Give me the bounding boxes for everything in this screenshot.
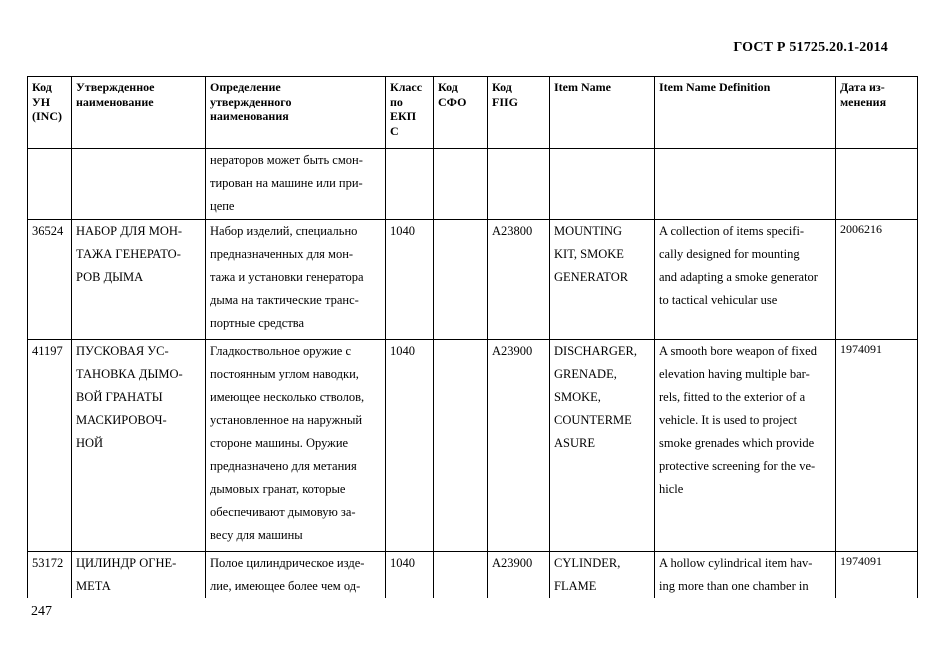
cell-line: установленное на наружный [210, 413, 363, 427]
cell-sfo-code [434, 220, 488, 340]
cell-line: KIT, SMOKE [554, 247, 624, 261]
cell-line: to tactical vehicular use [659, 293, 778, 307]
cell-line: GENERATOR [554, 270, 629, 284]
cell-line: предназначено для метания [210, 459, 357, 473]
cell-line: ЦИЛИНДР ОГНЕ- [76, 556, 177, 570]
header-line: менения [840, 94, 887, 109]
cell-definition [206, 220, 386, 340]
header-line: СФО [438, 94, 467, 109]
table-row [28, 149, 918, 220]
cell-inc: 53172 [28, 552, 72, 599]
cell-line: лие, имеющее более чем од- [210, 579, 361, 593]
header-line: по [390, 94, 403, 109]
header-line: наименования [210, 109, 289, 123]
cell-line: нераторов может быть смон- [210, 153, 363, 167]
header-line: FIIG [492, 94, 519, 109]
cell-line: rels, fitted to the exterior of a [659, 390, 806, 404]
catalog-table [27, 76, 918, 598]
header-item-name [550, 77, 655, 149]
cell-item-definition [655, 149, 836, 220]
cell-line: SMOKE, [554, 390, 601, 404]
cell-line: ing more than one chamber in [659, 579, 809, 593]
cell-item-definition [655, 340, 836, 552]
cell-definition [206, 552, 386, 599]
cell-line: FLAME [554, 579, 597, 593]
cell-class: 1040 [386, 552, 434, 599]
cell-line: smoke grenades which provide [659, 436, 815, 450]
cell-line: РОВ ДЫМА [76, 270, 144, 284]
cell-line: цепе [210, 199, 235, 213]
cell-class: 1040 [386, 220, 434, 340]
cell-line: and adapting a smoke generator [659, 270, 818, 284]
cell-inc: 36524 [28, 220, 72, 340]
cell-line: A smooth bore weapon of fixed [659, 344, 817, 358]
cell-line: ASURE [554, 436, 595, 450]
cell-line: портные средства [210, 316, 305, 330]
cell-item-name [550, 220, 655, 340]
cell-line: hicle [659, 482, 684, 496]
cell-line: COUNTERME [554, 413, 632, 427]
header-class [386, 77, 434, 149]
cell-line: DISCHARGER, [554, 344, 637, 358]
cell-line: elevation having multiple bar- [659, 367, 810, 381]
cell-fiig-code: A23900 [488, 340, 550, 552]
header-line: ЕКП [390, 109, 417, 123]
table-row [28, 220, 918, 340]
cell-line: НОЙ [76, 436, 104, 450]
header-line: Дата из- [840, 80, 885, 94]
cell-approved-name [72, 220, 206, 340]
header-fiig-code [488, 77, 550, 149]
header-line: Item Name [554, 80, 611, 94]
header-line: Утвержденное [76, 80, 155, 94]
page-number: 247 [31, 604, 52, 619]
cell-item-name [550, 340, 655, 552]
cell-line: A hollow cylindrical item hav- [659, 556, 813, 570]
cell-approved-name [72, 552, 206, 599]
cell-sfo-code [434, 340, 488, 552]
header-line: Код [438, 80, 458, 94]
cell-line: CYLINDER, [554, 556, 621, 570]
cell-line: A collection of items specifi- [659, 224, 805, 238]
cell-line: стороне машины. Оружие [210, 436, 349, 450]
document-standard-header: ГОСТ Р 51725.20.1-2014 [733, 40, 888, 55]
header-line: утвержденного [210, 94, 292, 109]
cell-line: тирован на машине или при- [210, 176, 363, 190]
header-line: С [390, 123, 399, 138]
cell-line: дымовых гранат, которые [210, 482, 346, 496]
cell-inc [28, 149, 72, 220]
cell-fiig-code [488, 149, 550, 220]
cell-line: ТАЖА ГЕНЕРАТО- [76, 247, 181, 261]
cell-line: обеспечивают дымовую за- [210, 505, 356, 519]
header-line: (INC) [32, 109, 62, 123]
cell-item-definition [655, 220, 836, 340]
cell-line: предназначенных для мон- [210, 247, 354, 261]
header-line: Код [32, 80, 52, 94]
header-line: Определение [210, 80, 281, 94]
cell-change-date: 1974091 [836, 552, 918, 599]
header-line: УН [32, 94, 51, 109]
cell-fiig-code: A23800 [488, 220, 550, 340]
header-change-date [836, 77, 918, 149]
header-sfo-code [434, 77, 488, 149]
table-row [28, 552, 918, 599]
table-header-row [28, 77, 918, 149]
cell-inc: 41197 [28, 340, 72, 552]
header-definition [206, 77, 386, 149]
cell-definition [206, 149, 386, 220]
cell-line: Полое цилиндрическое изде- [210, 556, 365, 570]
cell-class [386, 149, 434, 220]
cell-line: cally designed for mounting [659, 247, 800, 261]
cell-line: ВОЙ ГРАНАТЫ [76, 390, 163, 404]
cell-line: тажа и установки генератора [210, 270, 364, 284]
cell-item-definition [655, 552, 836, 599]
cell-change-date: 2006216 [836, 220, 918, 340]
cell-change-date: 1974091 [836, 340, 918, 552]
cell-line: МЕТА [76, 579, 111, 593]
cell-line: Набор изделий, специально [210, 224, 358, 238]
header-line: наименование [76, 94, 154, 109]
cell-approved-name [72, 149, 206, 220]
header-inc [28, 77, 72, 149]
table-row [28, 340, 918, 552]
header-line: Item Name Definition [659, 80, 771, 94]
cell-item-name [550, 149, 655, 220]
cell-approved-name [72, 340, 206, 552]
cell-definition [206, 340, 386, 552]
cell-line: МАСКИРОВОЧ- [76, 413, 167, 427]
cell-line: НАБОР ДЛЯ МОН- [76, 224, 183, 238]
header-line: Код [492, 80, 512, 94]
cell-line: имеющее несколько стволов, [210, 390, 365, 404]
header-line: Класс [390, 80, 423, 94]
cell-fiig-code: A23900 [488, 552, 550, 599]
cell-line: MOUNTING [554, 224, 623, 238]
cell-class: 1040 [386, 340, 434, 552]
cell-line: ПУСКОВАЯ УС- [76, 344, 169, 358]
cell-line: дыма на тактические транс- [210, 293, 359, 307]
cell-change-date [836, 149, 918, 220]
cell-line: GRENADE, [554, 367, 617, 381]
cell-line: весу для машины [210, 528, 303, 542]
cell-line: vehicle. It is used to project [659, 413, 798, 427]
cell-line: protective screening for the ve- [659, 459, 816, 473]
table-body [28, 149, 918, 599]
cell-line: ТАНОВКА ДЫМО- [76, 367, 183, 381]
cell-sfo-code [434, 149, 488, 220]
header-item-definition [655, 77, 836, 149]
cell-line: Гладкоствольное оружие с [210, 344, 352, 358]
header-approved-name [72, 77, 206, 149]
cell-sfo-code [434, 552, 488, 599]
cell-item-name [550, 552, 655, 599]
cell-line: постоянным углом наводки, [210, 367, 359, 381]
